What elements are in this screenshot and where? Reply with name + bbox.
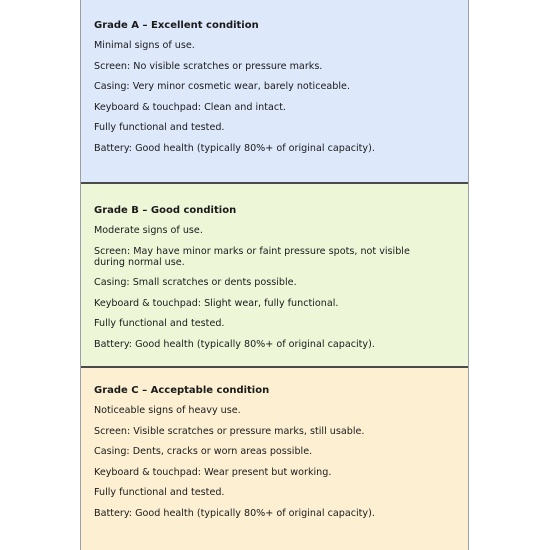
grade-a-title: Grade A – Excellent condition (94, 20, 259, 31)
grade-b-line: Moderate signs of use. (94, 225, 203, 236)
grade-c-title: Grade C – Acceptable condition (94, 385, 270, 396)
grade-c-line: Keyboard & touchpad: Wear present but working. (94, 466, 332, 478)
grade-c-panel (81, 368, 468, 550)
grade-b-line: Screen: May have minor marks or faint pressure spots, not visible during normal use. (94, 245, 410, 268)
grade-c-line: Battery: Good health (typically 80%+ of original capacity). (94, 507, 375, 519)
grade-b-line: Keyboard & touchpad: Slight wear, fully functional. (94, 297, 339, 309)
grade-a-line: Screen: No visible scratches or pressure marks. (94, 60, 323, 72)
grade-b-title: Grade B – Good condition (94, 205, 237, 216)
grade-b-line: Battery: Good health (typically 80%+ of original capacity). (94, 338, 375, 350)
grade-c-line: Noticeable signs of heavy use. (94, 405, 241, 416)
grade-c-line: Fully functional and tested. (94, 487, 225, 498)
grade-b-line: Casing: Small scratches or dents possible. (94, 277, 297, 288)
grade-c-line: Screen: Visible scratches or pressure marks, still usable. (94, 425, 365, 437)
grade-a-line: Casing: Very minor cosmetic wear, barely noticeable. (94, 81, 350, 92)
grade-c-line: Casing: Dents, cracks or worn areas possible. (94, 446, 313, 457)
grade-a-panel (81, 0, 468, 184)
grade-a-line: Minimal signs of use. (94, 40, 195, 51)
grade-a-line: Keyboard & touchpad: Clean and intact. (94, 101, 286, 113)
grade-panel-stack (80, 0, 469, 550)
grade-b-panel (81, 184, 468, 368)
grade-a-line: Fully functional and tested. (94, 122, 225, 133)
grade-a-line: Battery: Good health (typically 80%+ of original capacity). (94, 142, 375, 154)
grade-b-line: Fully functional and tested. (94, 318, 225, 329)
